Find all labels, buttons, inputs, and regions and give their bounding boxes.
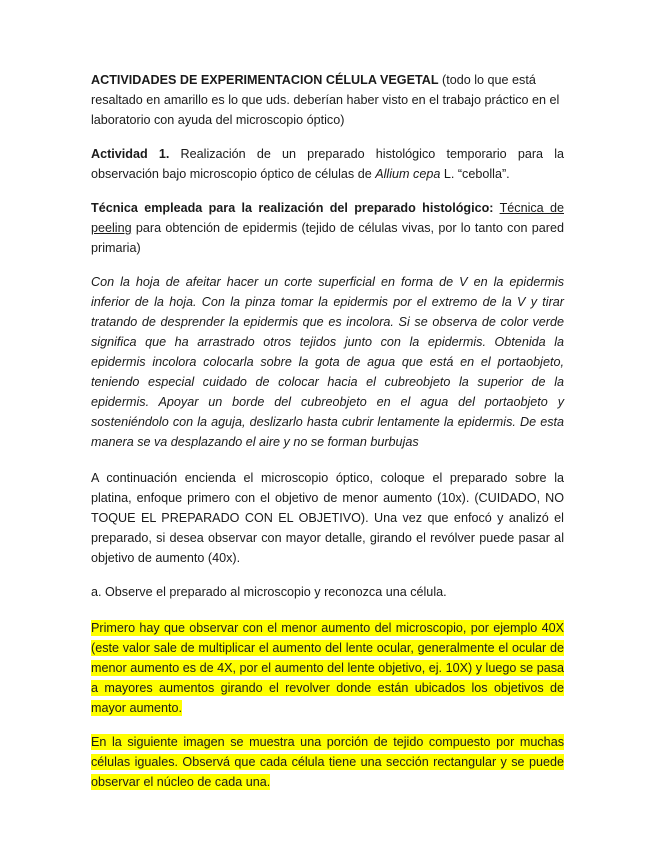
highlight-text-1: Primero hay que observar con el menor aumento del microscopio, por ejemplo 40X (este valor sale de multiplicar el aumento del lente ocular, generalmente el ocular de menor aumento es de 4X, por el aumento del lente objetivo, ej. 10X) y luego se pasa a mayores aumentos girando el revolver donde están ubicados los objetivos de mayor aumento. (91, 621, 564, 715)
continuation-text: A continuación encienda el microscopio óptico, coloque el preparado sobre la platina, enfoque primero con el objetivo de menor aumento (10x). (CUIDADO, NO TOQUE EL PREPARADO CON EL OBJETIVO). Una vez que enfocó y analizó el preparado, si desea observar con mayor detalle, girando el revólver puede pasar al objetivo de aumento (40x). (91, 471, 564, 565)
technique-name: Técnica de peeling (91, 201, 564, 235)
technique-text: para obtención de epidermis (tejido de células vivas, por lo tanto con pared primaria) (91, 221, 564, 255)
activity-1-paragraph (91, 144, 564, 184)
procedure-text: Con la hoja de afeitar hacer un corte superficial en forma de V en la epidermis inferior de la hoja. Con la pinza tomar la epidermis por el extremo de la V y tirar tratando de desprender la epidermis que es incolora. Si se observa de color verde significa que ha arrastrado otros tejidos junto con la epidermis. Obtenida la epidermis incolora colocarla sobre la gota de agua que está en el portaobjeto, teniendo especial cuidado de colocar hacia el cubreobjeto la superior de la epidermis. Apoyar un borde del cubreobjeto en el agua del portaobjeto y sosteniéndolo con la aguja, deslizarlo hasta cubrir lentamente la epidermis. De esta manera se va desplazando el aire y no se forman burbujas (91, 275, 564, 449)
continuation-paragraph (91, 468, 564, 568)
highlight-paragraph-1 (91, 618, 564, 718)
title-note: (todo lo que está resaltado en amarillo es lo que uds. deberían haber visto en el trabajo práctico en el laboratorio con ayuda del microscopio óptico) (91, 73, 560, 127)
document-page (91, 70, 564, 792)
highlight-text-2: En la siguiente imagen se muestra una porción de tejido compuesto por muchas células iguales. Observá que cada célula tiene una sección rectangular y se puede observar el núcleo de cada una. (91, 735, 564, 789)
activity-1-text-a: Realización de un preparado histológico temporario para la observación bajo microscopio óptico de células de (91, 147, 565, 181)
step-a-paragraph (91, 582, 564, 602)
document-title: ACTIVIDADES DE EXPERIMENTACION CÉLULA VEGETAL (91, 73, 439, 87)
highlight-paragraph-2 (91, 732, 564, 792)
activity-1-label: Actividad 1. (91, 147, 170, 161)
technique-paragraph (91, 198, 564, 258)
technique-label: Técnica empleada para la realización del preparado histológico: (91, 201, 494, 215)
step-a-text: a. Observe el preparado al microscopio y reconozca una célula. (91, 585, 447, 599)
title-paragraph (91, 70, 564, 130)
activity-1-text-b: L. “cebolla”. (440, 167, 510, 181)
procedure-paragraph (91, 272, 564, 452)
species-name: Allium cepa (375, 167, 441, 181)
